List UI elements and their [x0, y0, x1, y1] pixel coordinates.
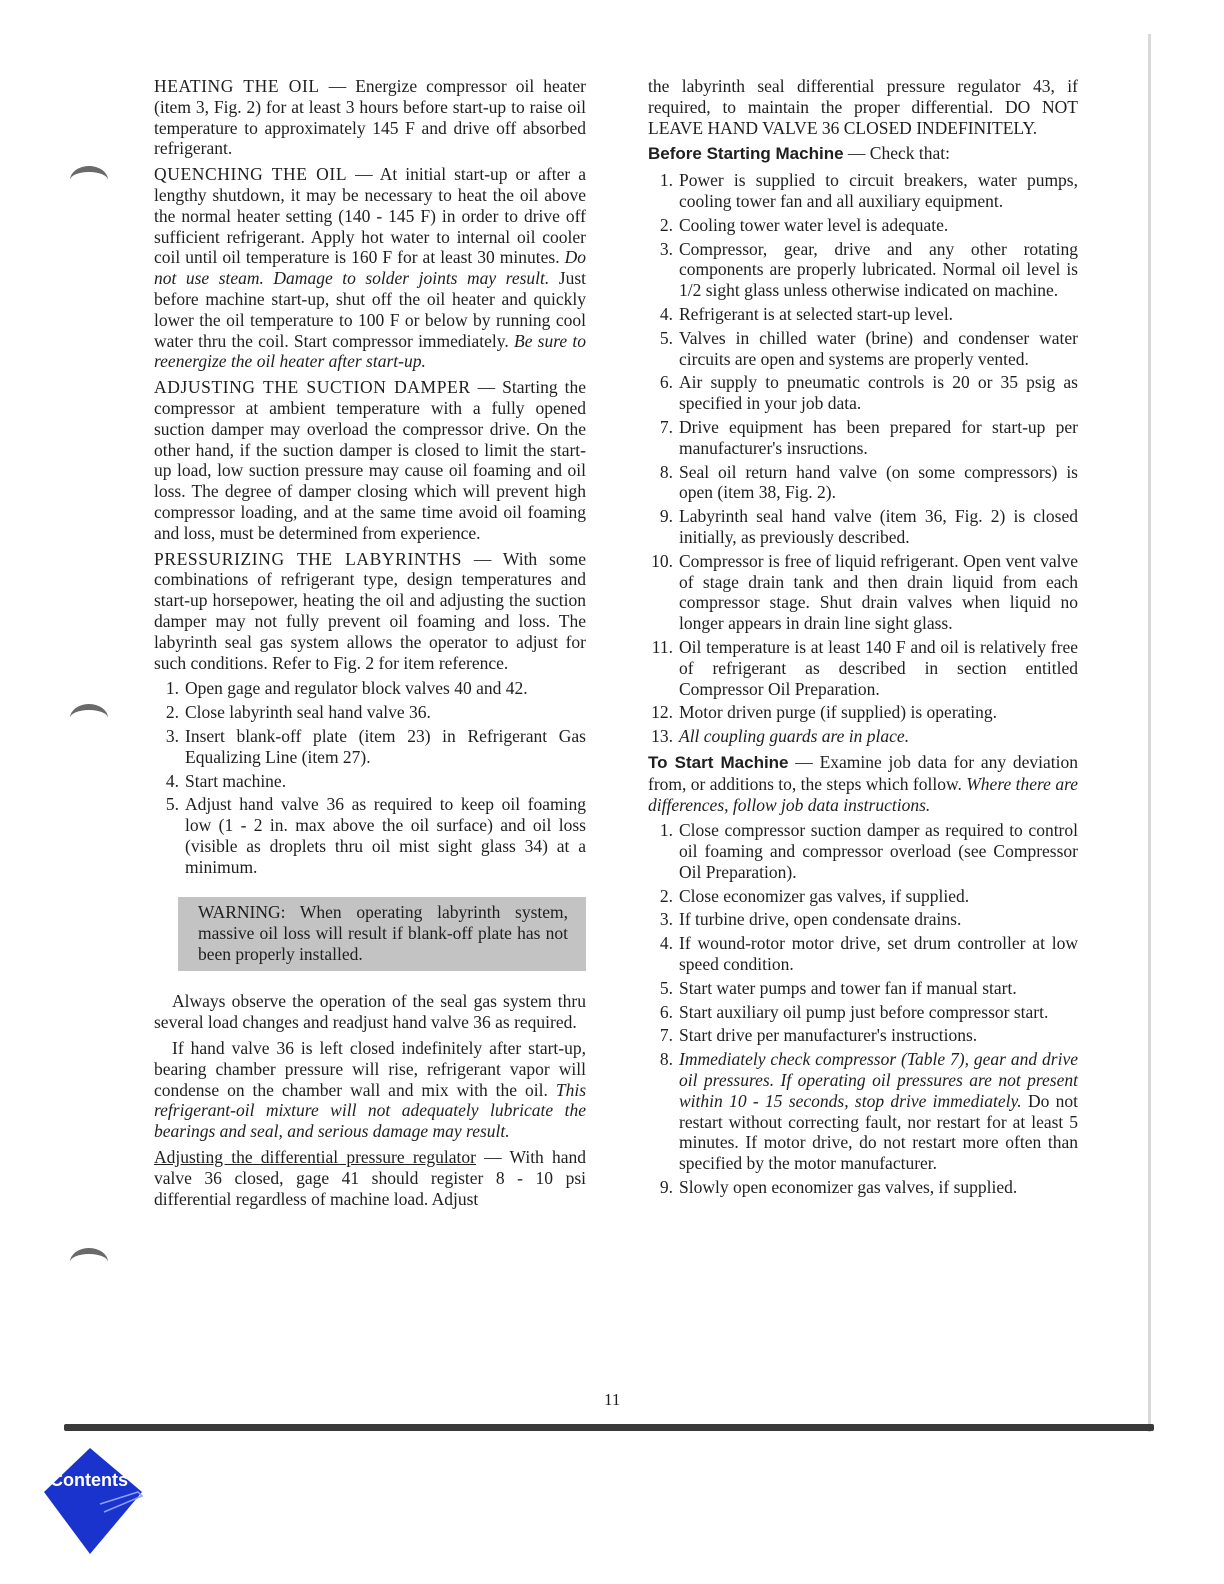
list-text: Compressor, gear, drive and any other rotating components are properly lubricated. Normal oil level is 1/2 sight glass unless otherwise indicated on machine. [679, 238, 1078, 301]
restart-caution-text: Do not restart without correcting fault, nor restart for at least 5 minutes. If motor drive, do not restart more often than specified by the motor manufacturer. [679, 1090, 1078, 1174]
warning-box: WARNING: When operating labyrinth system, massive oil loss will result if blank-off plate has not been properly installed. [178, 897, 586, 971]
list-item [648, 215, 1078, 236]
before-starting-title: Before Starting Machine [648, 144, 844, 164]
list-item [648, 462, 1078, 504]
to-start-italic-note: Where there are differences, follow job data instructions. [648, 773, 1078, 815]
list-text: Valves in chilled water (brine) and condenser water circuits are open and systems are properly vented. [679, 327, 1078, 369]
list-item [648, 820, 1078, 882]
list-number: 6. [659, 372, 673, 393]
list-item [648, 702, 1078, 723]
list-text: Seal oil return hand valve (on some compressors) is open (item 38, Fig. 2). [679, 461, 1078, 503]
list-item [648, 506, 1078, 548]
em-dash: — [347, 164, 380, 185]
list-number: 7. [659, 416, 673, 437]
list-text: Close compressor suction damper as required to control oil foaming and compressor overload (see Compressor Oil Preparation). [679, 820, 1078, 882]
continued-paragraph: the labyrinth seal differential pressure regulator 43, if required, to maintain the proper differential. DO NOT LEAVE HAND VALVE 36 CLOSED INDEFINITELY. [648, 76, 1078, 138]
to-start-list [648, 820, 1078, 1198]
heating-oil-paragraph [154, 76, 586, 159]
regulator-title: Adjusting the differential pressure regulator [154, 1147, 476, 1168]
list-item [648, 551, 1078, 634]
list-text: Close labyrinth seal hand valve 36. [185, 702, 431, 723]
list-number: 12. [651, 702, 673, 723]
list-item [154, 726, 586, 768]
binder-punch-hole [70, 1248, 108, 1276]
right-column [648, 76, 1078, 1203]
suction-damper-text: Starting the compressor at ambient temperature with a fully opened suction damper may overload the compressor drive. On the other hand, if the suction damper is closed to limit the start-up load, low suction pressure may cause oil foaming and oil loss. The degree of damper closing which will prevent high compressor loading, and at the same time avoid oil foaming and loss, must be determined from experience. [154, 377, 586, 543]
oil-pressure-check-note: Immediately check compressor (Table 7), gear and drive oil pressures. If operating oil pressures are not present within 10 - 15 seconds, stop drive immediately. [679, 1049, 1078, 1111]
heating-oil-text: Energize compressor oil heater (item 3, Fig. 2) for at least 3 hours before start-up to raise oil temperature to approximately 145 F and drive off absorbed refrigerant. [154, 76, 586, 159]
list-number: 2. [659, 214, 673, 235]
list-number: 9. [659, 506, 673, 527]
list-number: 8. [659, 1049, 673, 1070]
list-number: 6. [659, 1001, 673, 1022]
list-number: 10. [651, 550, 673, 571]
list-item [648, 372, 1078, 414]
regulator-paragraph [154, 1147, 586, 1209]
list-item [648, 978, 1078, 999]
list-item [648, 1177, 1078, 1198]
list-item [648, 933, 1078, 975]
suction-damper-title: ADJUSTING THE SUCTION DAMPER [154, 377, 471, 398]
list-number: 4. [659, 933, 673, 954]
page-edge-shadow [1148, 34, 1151, 1432]
list-number: 5. [165, 794, 179, 815]
list-item [648, 170, 1078, 212]
list-text: Close economizer gas valves, if supplied. [679, 885, 970, 906]
list-text: Insert blank-off plate (item 23) in Refrigerant Gas Equalizing Line (item 27). [185, 725, 586, 767]
list-item [154, 771, 586, 792]
list-number: 7. [659, 1025, 673, 1046]
em-dash: — [843, 143, 870, 164]
list-number: 2. [659, 885, 673, 906]
list-text: If wound-rotor motor drive, set drum controller at low speed condition. [679, 933, 1078, 975]
list-item [648, 417, 1078, 459]
list-text: If turbine drive, open condensate drains. [679, 909, 962, 930]
list-text: Start machine. [185, 770, 287, 791]
list-number: 9. [659, 1177, 673, 1198]
hand-valve-closed-paragraph [154, 1038, 586, 1142]
list-item [648, 1002, 1078, 1023]
contents-logo-diamond [44, 1448, 142, 1554]
list-text: Adjust hand valve 36 as required to keep oil foaming low (1 - 2 in. max above the oil surface) and oil loss (visible as droplets thru oil mist sight glass 34) at a minimum. [185, 794, 586, 877]
quenching-steam-caution: Do not use steam. Damage to solder joints may result. [154, 247, 586, 289]
to-start-title: To Start Machine [648, 752, 789, 772]
list-item [648, 909, 1078, 930]
list-item [154, 678, 586, 699]
list-text: All coupling guards are in place. [679, 726, 910, 747]
labyrinths-paragraph [154, 549, 586, 674]
list-text: Drive equipment has been prepared for start-up per manufacturer's insructions. [679, 416, 1078, 458]
quenching-text: At initial start-up or after a lengthy shutdown, it may be necessary to heat the oil above the normal heater setting (140 - 145 F) in order to drive off sufficient refrigerant. Apply hot water to internal oil cooler coil until oil temperature is 160 F for at least 30 minutes. [154, 164, 586, 268]
list-number: 11. [651, 636, 673, 657]
list-text [679, 1049, 1078, 1174]
labyrinth-steps-list [154, 678, 586, 877]
list-item [648, 1025, 1078, 1046]
contents-logo-label: Contents [50, 1470, 128, 1490]
list-text: Start water pumps and tower fan if manual start. [679, 977, 1017, 998]
before-starting-list [648, 170, 1078, 747]
list-number: 1. [165, 678, 179, 699]
before-starting-text: Check that: [869, 143, 950, 164]
list-item [648, 304, 1078, 325]
suction-damper-paragraph [154, 377, 586, 543]
list-number: 4. [659, 303, 673, 324]
list-item [154, 702, 586, 723]
binder-punch-hole [70, 704, 108, 732]
list-number: 3. [659, 909, 673, 930]
list-item [648, 886, 1078, 907]
quenching-reenergize-note: Be sure to reenergize the oil heater after start-up. [154, 330, 586, 372]
quenching-oil-paragraph [154, 164, 586, 372]
list-text: Open gage and regulator block valves 40 and 42. [185, 678, 528, 699]
list-text: Compressor is free of liquid refrigerant. Open vent valve of stage drain tank and then drain liquid from each compressor stage. Shut drain valves when liquid no longer appears in drain line sight glass. [679, 550, 1078, 634]
list-text: Labyrinth seal hand valve (item 36, Fig. 2) is closed initially, as previously described. [679, 506, 1078, 547]
list-text: Slowly open economizer gas valves, if supplied. [679, 1177, 1018, 1198]
list-number: 1. [659, 170, 673, 191]
list-text: Oil temperature is at least 140 F and oil is relatively free of refrigerant as described in section entitled Compressor Oil Preparation. [679, 636, 1078, 699]
contents-link[interactable] [42, 1446, 146, 1558]
em-dash: — [788, 751, 820, 772]
list-item [648, 1049, 1078, 1174]
list-number: 5. [659, 327, 673, 348]
list-item [154, 794, 586, 877]
list-item [648, 239, 1078, 301]
labyrinths-text: With some combinations of refrigerant type, design temperatures and start-up horsepower, heating the oil and adjusting the suction damper may not fully prevent oil foaming and loss. The labyrinth seal gas system allows the operator to adjust for such conditions. Refer to Fig. 2 for item reference. [154, 548, 586, 673]
binder-punch-hole [70, 166, 108, 194]
to-start-heading [648, 752, 1078, 815]
list-number: 5. [659, 977, 673, 998]
to-start-text: Examine job data for any deviation from, or additions to, the steps which follow. [648, 751, 1078, 794]
left-column [154, 76, 586, 1214]
regulator-text: With hand valve 36 closed, gage 41 should register 8 - 10 psi differential regardless of machine load. Adjust [154, 1147, 586, 1209]
list-number: 4. [165, 770, 179, 791]
list-text: Start drive per manufacturer's instructions. [679, 1025, 978, 1046]
heating-oil-title: HEATING THE OIL [154, 76, 320, 96]
list-text: Motor driven purge (if supplied) is operating. [679, 702, 998, 723]
list-number: 8. [659, 461, 673, 482]
list-text: Cooling tower water level is adequate. [679, 214, 949, 235]
quenching-text-continued: Just before machine start-up, shut off the oil heater and quickly lower the oil temperature to 100 F or below by running cool water thru the coil. Start compressor immediately. [154, 268, 587, 351]
bottom-rule [64, 1424, 1154, 1431]
list-number: 3. [165, 725, 179, 746]
page-number: 11 [604, 1390, 621, 1409]
list-number: 1. [659, 820, 673, 841]
hand-valve-closed-text: If hand valve 36 is left closed indefinitely after start-up, bearing chamber pressure will rise, refrigerant vapor will condense on the chamber wall and mix with the oil. [154, 1038, 586, 1100]
quenching-oil-title: QUENCHING THE OIL [154, 164, 348, 185]
list-number: 2. [165, 702, 179, 723]
before-starting-heading [648, 143, 1078, 165]
list-number: 3. [659, 238, 673, 259]
list-text: Start auxiliary oil pump just before compressor start. [679, 1001, 1049, 1022]
labyrinths-title: PRESSURIZING THE LABYRINTHS [154, 548, 462, 569]
em-dash: — [319, 76, 356, 96]
list-item [648, 328, 1078, 370]
list-text: Air supply to pneumatic controls is 20 or 35 psig as specified in your job data. [679, 372, 1078, 414]
list-text: Refrigerant is at selected start-up level. [679, 303, 954, 324]
list-text: Power is supplied to circuit breakers, water pumps, cooling tower fan and all auxiliary equipment. [679, 170, 1078, 211]
em-dash: — [475, 1147, 510, 1168]
em-dash: — [461, 548, 503, 569]
list-item [648, 637, 1078, 699]
em-dash: — [470, 377, 503, 398]
list-item [648, 726, 1078, 747]
observe-paragraph: Always observe the operation of the seal gas system thru several load changes and readjust hand valve 36 as required. [154, 991, 586, 1033]
lubrication-warning: This refrigerant-oil mixture will not adequately lubricate the bearings and seal, and serious damage may result. [154, 1079, 586, 1142]
list-number: 13. [651, 726, 673, 747]
